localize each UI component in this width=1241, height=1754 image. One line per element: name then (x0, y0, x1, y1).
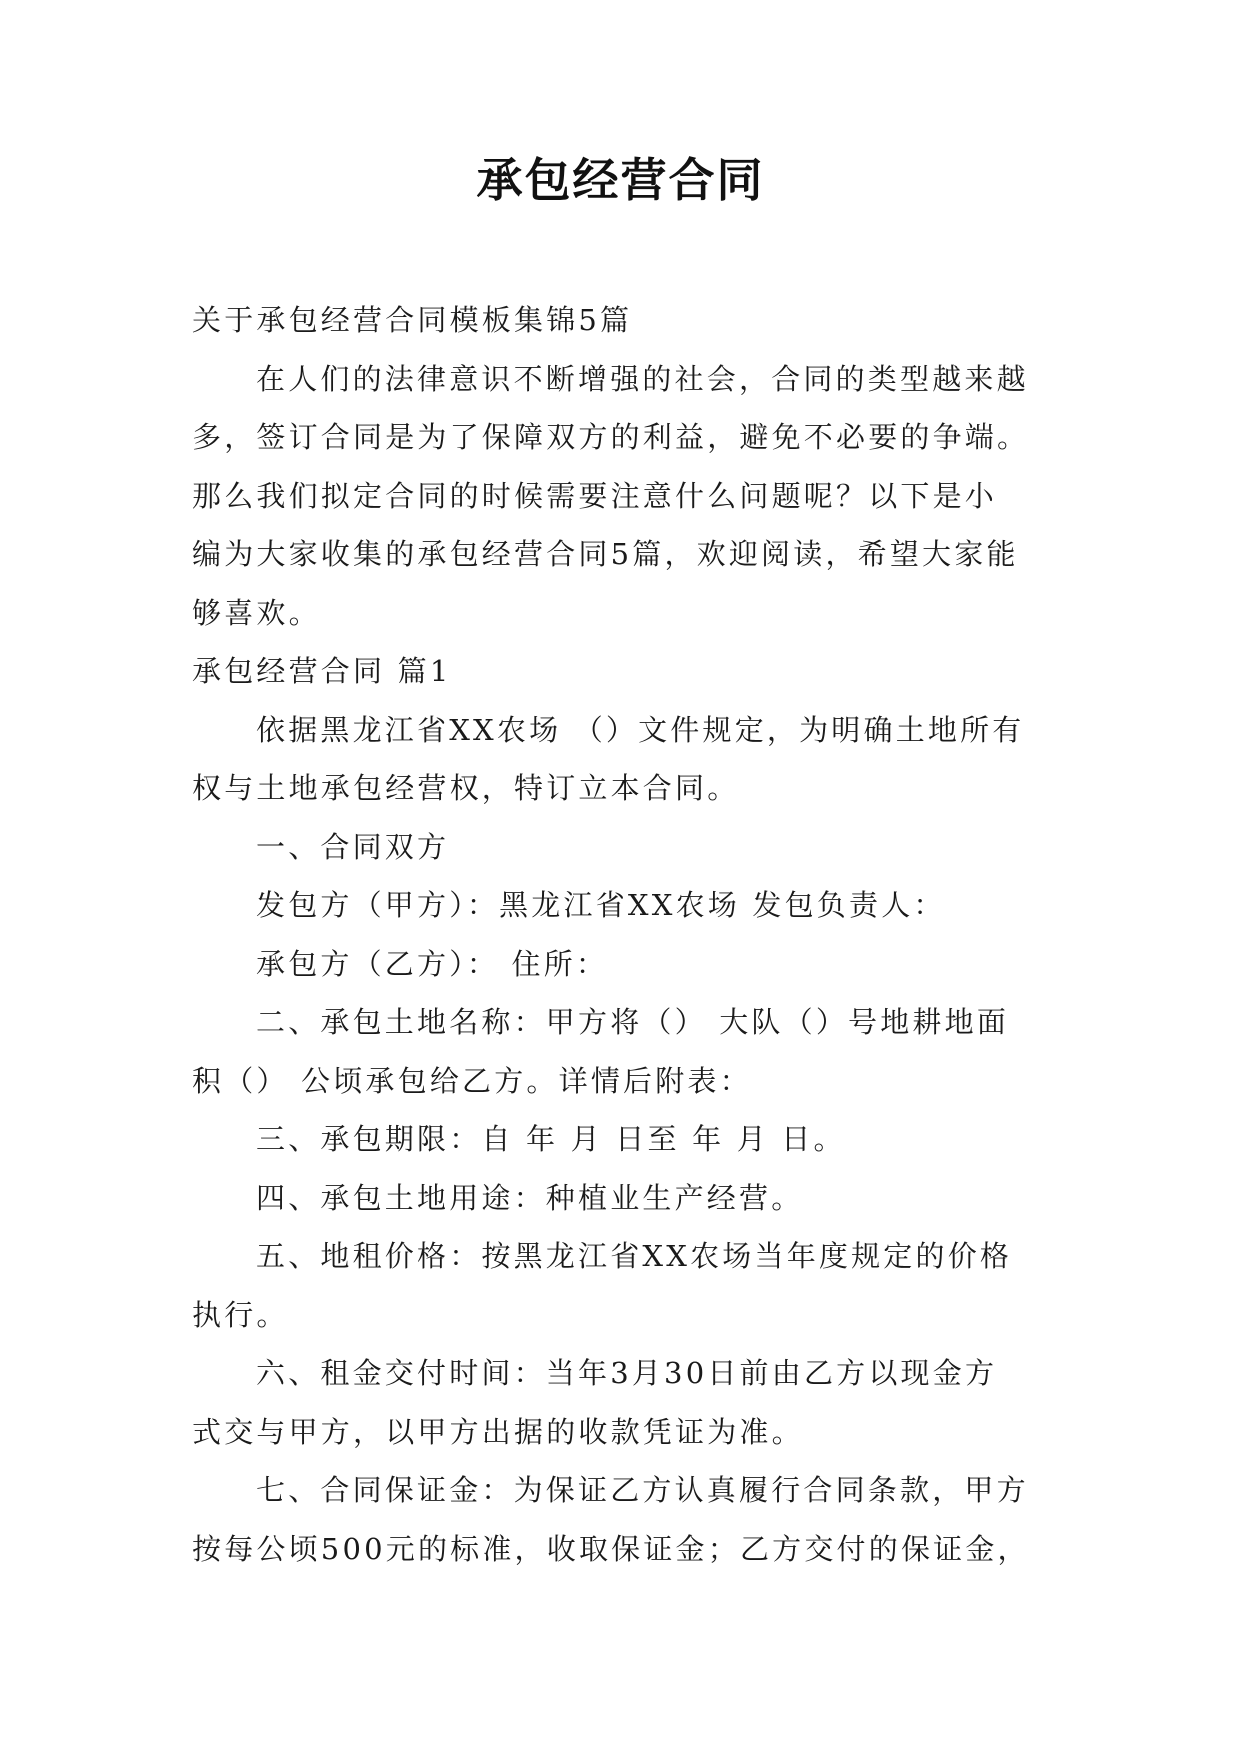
paragraph-line: 承包经营合同 篇1 (192, 654, 452, 688)
paragraph-line: 三、承包期限：自 年 月 日至 年 月 日。 (256, 1122, 846, 1156)
paragraph-line: 二、承包土地名称：甲方将（） 大队（）号地耕地面 (256, 1005, 1010, 1039)
paragraph-line: 那么我们拟定合同的时候需要注意什么问题呢？以下是小 (192, 478, 998, 513)
paragraph-line: 式交与甲方，以甲方出据的收款凭证为准。 (192, 1414, 804, 1449)
paragraph-line: 编为大家收集的承包经营合同5篇，欢迎阅读，希望大家能 (192, 537, 1019, 571)
paragraph-line: 依据黑龙江省XX农场 （）文件规定，为明确土地所有 (256, 712, 1025, 747)
paragraph-line: 多，签订合同是为了保障双方的利益，避免不必要的争端。 (192, 420, 1030, 454)
paragraph-line: 四、承包土地用途：种植业生产经营。 (256, 1180, 804, 1215)
paragraph-line: 在人们的法律意识不断增强的社会，合同的类型越来越 (256, 361, 1029, 396)
paragraph-line: 按每公顷500元的标准，收取保证金；乙方交付的保证金， (192, 1531, 1030, 1566)
paragraph-line: 六、租金交付时间：当年3月30日前由乙方以现金方 (256, 1356, 998, 1390)
paragraph-line: 一、合同双方 (256, 829, 450, 864)
paragraph-line: 执行。 (192, 1297, 289, 1332)
paragraph-line: 关于承包经营合同模板集锦5篇 (192, 303, 633, 337)
paragraph-line: 权与土地承包经营权，特订立本合同。 (192, 771, 740, 805)
paragraph-line: 积（） 公顷承包给乙方。详情后附表： (192, 1063, 752, 1098)
paragraph-line: 发包方（甲方）：黑龙江省XX农场 发包负责人： (256, 888, 946, 922)
document-title: 承包经营合同 (476, 153, 765, 207)
paragraph-line: 五、地租价格：按黑龙江省XX农场当年度规定的价格 (256, 1239, 1013, 1273)
paragraph-line: 承包方（乙方）： 住所： (256, 946, 609, 981)
document-body (192, 291, 1062, 1578)
paragraph-line: 七、合同保证金：为保证乙方认真履行合同条款，甲方 (256, 1473, 1029, 1507)
paragraph-line: 够喜欢。 (192, 595, 321, 630)
